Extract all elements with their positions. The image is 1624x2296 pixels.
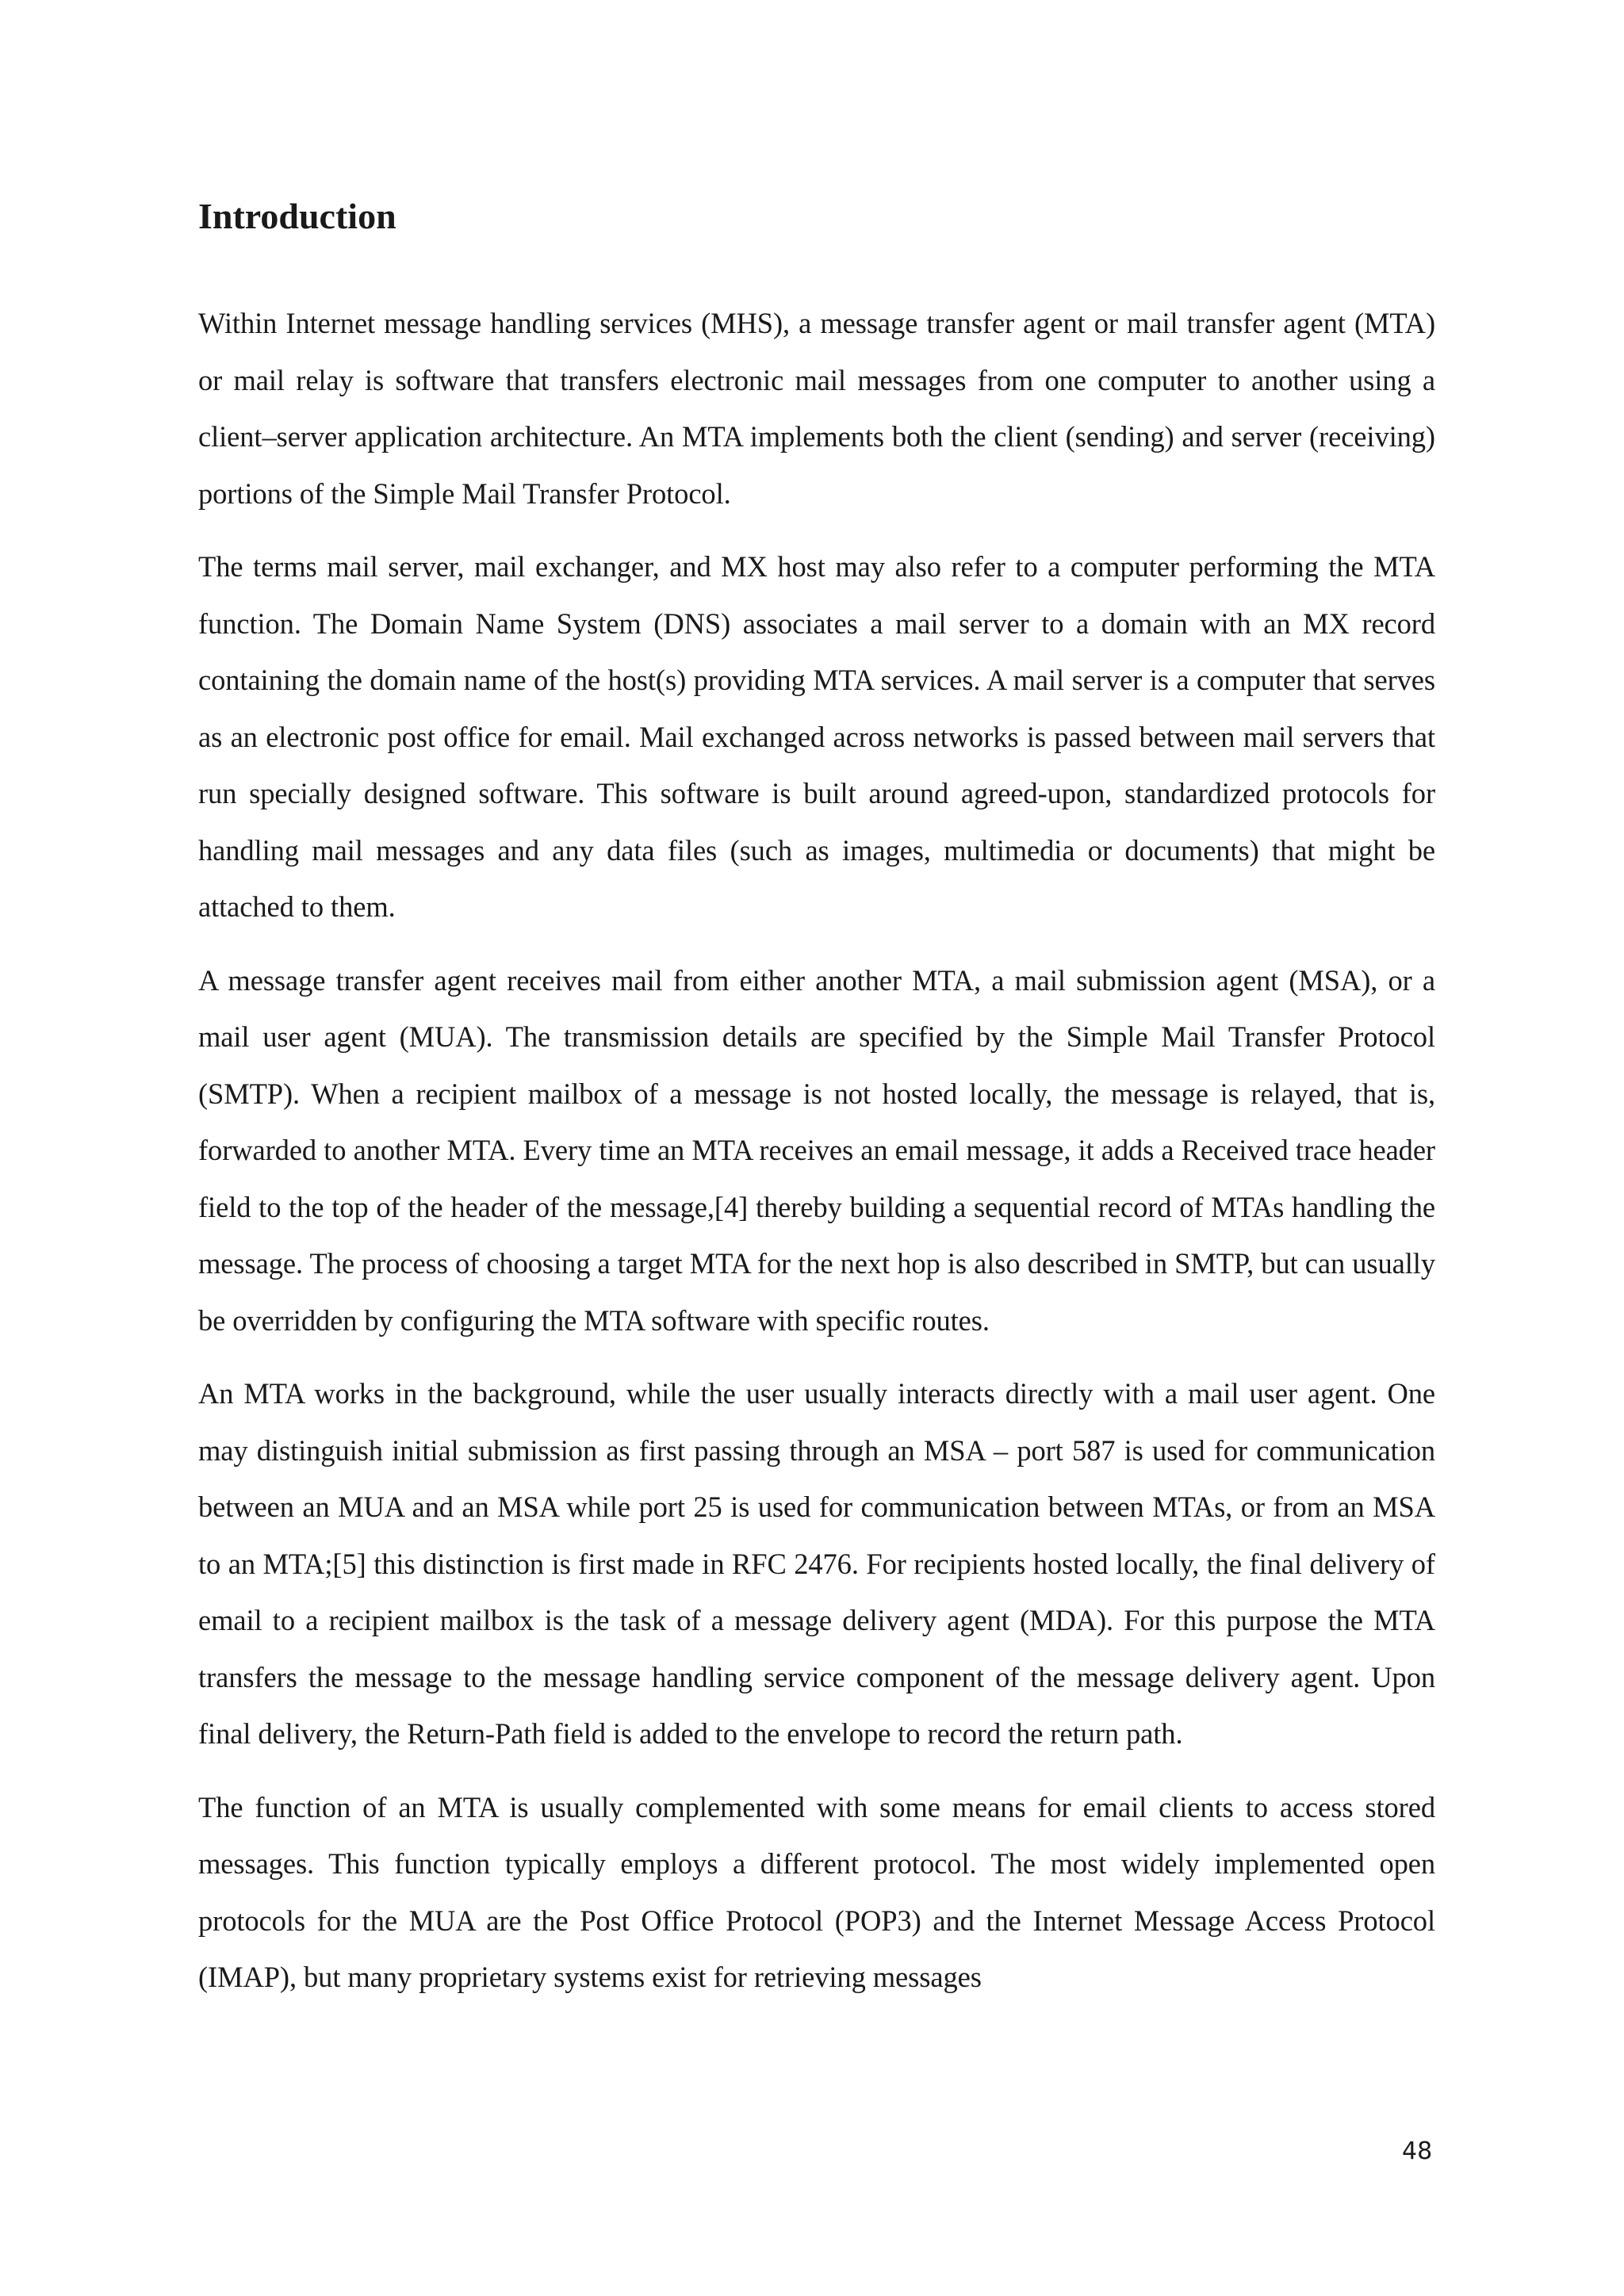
body-text [198,295,1435,2022]
paragraph-4: An MTA works in the background, while the user usually interacts directly with a mail user agent. One may distinguish initial submission as first passing through an MSA – port 587 is used for communication between an MUA and an MSA while port 25 is used for communication between MTAs, or from an MSA to an MTA;[5] this distinction is first made in RFC 2476. For recipients hosted locally, the final delivery of email to a recipient mailbox is the task of a message delivery agent (MDA). For this purpose the MTA transfers the message to the message handling service component of the message delivery agent. Upon final delivery, the Return-Path field is added to the envelope to record the return path. [198,1377,1435,1750]
page-number: 48 [1402,2137,1433,2165]
section-heading: Introduction [198,196,396,236]
paragraph-2: The terms mail server, mail exchanger, and MX host may also refer to a computer performing the MTA function. The Domain Name System (DNS) associates a mail server to a domain with an MX record containing the domain name of the host(s) providing MTA services. A mail server is a computer that serves as an electronic post office for email. Mail exchanged across networks is passed between mail servers that run specially designed software. This software is built around agreed-upon, standardized protocols for handling mail messages and any data files (such as images, multimedia or documents) that might be attached to them. [198,550,1435,923]
paragraph-3: A message transfer agent receives mail from either another MTA, a mail submission agent (MSA), or a mail user agent (MUA). The transmission details are specified by the Simple Mail Transfer Protocol (SMTP). When a recipient mailbox of a message is not hosted locally, the message is relayed, that is, forwarded to another MTA. Every time an MTA receives an email message, it adds a Received trace header field to the top of the header of the message,[4] thereby building a sequential record of MTAs handling the message. The process of choosing a target MTA for the next hop is also described in SMTP, but can usually be overridden by configuring the MTA software with specific routes. [198,963,1435,1337]
paragraph-5: The function of an MTA is usually complemented with some means for email clients to access stored messages. This function typically employs a different protocol. The most widely implemented open protocols for the MUA are the Post Office Protocol (POP3) and the Internet Message Access Protocol (IMAP), but many proprietary systems exist for retrieving messages [198,1790,1435,1993]
paragraph-1: Within Internet message handling services (MHS), a message transfer agent or mail transfer agent (MTA) or mail relay is software that transfers electronic mail messages from one computer to another using a client–server application architecture. An MTA implements both the client (sending) and server (receiving) portions of the Simple Mail Transfer Protocol. [198,307,1435,510]
